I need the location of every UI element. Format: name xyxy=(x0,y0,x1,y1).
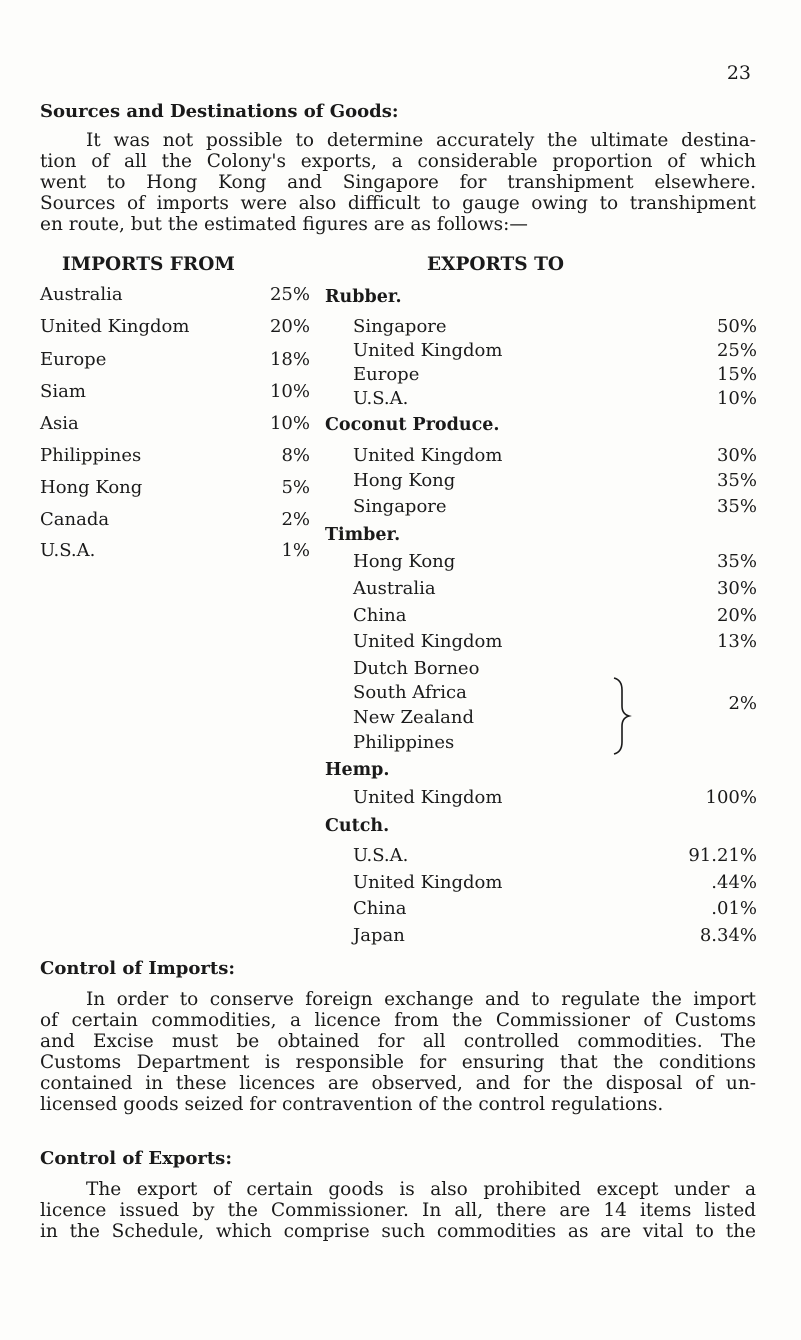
export-country: China xyxy=(353,605,407,626)
paragraph-line: licence issued by the Commissioner. In all, there are 14 items listed xyxy=(40,1200,756,1221)
import-percent: 10% xyxy=(269,381,310,402)
page-number: 23 xyxy=(726,62,751,84)
import-country: Hong Kong xyxy=(40,477,143,498)
export-percent: 35% xyxy=(716,551,757,572)
export-percent: 50% xyxy=(716,316,757,337)
import-country: U.S.A. xyxy=(40,540,96,561)
export-country: United Kingdom xyxy=(353,787,503,808)
import-country: Australia xyxy=(40,284,123,305)
export-country: China xyxy=(353,898,407,919)
import-percent: 25% xyxy=(269,284,310,305)
export-country: United Kingdom xyxy=(353,872,503,893)
export-percent: 30% xyxy=(716,445,757,466)
export-country: U.S.A. xyxy=(353,845,409,866)
export-country: United Kingdom xyxy=(353,445,503,466)
paragraph-line: In order to conserve foreign exchange and to regulate the import xyxy=(86,989,756,1010)
export-percent: 35% xyxy=(716,470,757,491)
paragraph-line: Sources of imports were also difficult to gauge owing to transhipment xyxy=(40,193,756,214)
export-country: New Zealand xyxy=(353,707,475,728)
paragraph-line: of certain commodities, a licence from the Commissioner of Customs xyxy=(40,1010,756,1031)
export-country: United Kingdom xyxy=(353,631,503,652)
export-country: Europe xyxy=(353,364,420,385)
import-country: Canada xyxy=(40,509,110,530)
export-percent: 8.34% xyxy=(699,925,757,946)
export-country: United Kingdom xyxy=(353,340,503,361)
export-country: U.S.A. xyxy=(353,388,409,409)
export-percent: 100% xyxy=(705,787,757,808)
paragraph-line: licensed goods seized for contravention of the control regulations. xyxy=(40,1094,664,1115)
control-imports-paragraph xyxy=(40,989,756,1115)
export-country: Hong Kong xyxy=(353,551,456,572)
export-percent: 30% xyxy=(716,578,757,599)
export-percent: 10% xyxy=(716,388,757,409)
export-category-timber: Timber. xyxy=(325,525,401,545)
exports-heading: EXPORTS TO xyxy=(427,254,564,275)
export-category-hemp: Hemp. xyxy=(325,760,390,780)
export-percent: 20% xyxy=(716,605,757,626)
export-percent: 13% xyxy=(716,631,757,652)
export-country: Australia xyxy=(353,578,436,599)
export-country: Singapore xyxy=(353,316,447,337)
export-percent: 25% xyxy=(716,340,757,361)
export-percent: .44% xyxy=(711,872,757,893)
export-category-cutch: Cutch. xyxy=(325,816,390,836)
export-country: South Africa xyxy=(353,682,467,703)
import-percent: 2% xyxy=(281,509,310,530)
export-percent: 15% xyxy=(716,364,757,385)
sources-paragraph xyxy=(40,130,756,235)
paragraph-line: The export of certain goods is also prohibited except under a xyxy=(86,1179,756,1200)
paragraph-line: contained in these licences are observed, and for the disposal of un- xyxy=(40,1073,756,1094)
import-percent: 5% xyxy=(281,477,310,498)
export-country: Hong Kong xyxy=(353,470,456,491)
export-category-rubber: Rubber. xyxy=(325,287,402,307)
import-percent: 8% xyxy=(281,445,310,466)
imports-heading: IMPORTS FROM xyxy=(62,254,235,275)
paragraph-line: in the Schedule, which comprise such commodities as are vital to the xyxy=(40,1221,756,1242)
paragraph-line: and Excise must be obtained for all controlled commodities. The xyxy=(40,1031,756,1052)
import-percent: 18% xyxy=(269,349,310,370)
sources-heading: Sources and Destinations of Goods: xyxy=(40,101,399,122)
import-percent: 20% xyxy=(269,316,310,337)
import-country: Asia xyxy=(40,413,79,434)
paragraph-line: Customs Department is responsible for ensuring that the conditions xyxy=(40,1052,756,1073)
paragraph-line: went to Hong Kong and Singapore for transhipment elsewhere. xyxy=(40,172,756,193)
import-percent: 10% xyxy=(269,413,310,434)
export-percent: .01% xyxy=(711,898,757,919)
export-country: Philippines xyxy=(353,732,455,753)
export-percent: 91.21% xyxy=(688,845,757,866)
export-category-coconut-produce: Coconut Produce. xyxy=(325,415,500,435)
export-country: Dutch Borneo xyxy=(353,658,480,679)
import-percent: 1% xyxy=(281,540,310,561)
export-group-percent: 2% xyxy=(728,693,757,714)
import-country: Philippines xyxy=(40,445,142,466)
export-percent: 35% xyxy=(716,496,757,517)
right-brace-icon xyxy=(612,676,632,756)
paragraph-line: tion of all the Colony's exports, a considerable proportion of which xyxy=(40,151,756,172)
import-country: Siam xyxy=(40,381,86,402)
paragraph-line: It was not possible to determine accurately the ultimate destina- xyxy=(86,130,756,151)
export-country: Japan xyxy=(353,925,405,946)
import-country: Europe xyxy=(40,349,107,370)
control-imports-heading: Control of Imports: xyxy=(40,958,235,979)
control-exports-heading: Control of Exports: xyxy=(40,1148,232,1169)
import-country: United Kingdom xyxy=(40,316,190,337)
control-exports-paragraph xyxy=(40,1179,756,1242)
export-country: Singapore xyxy=(353,496,447,517)
paragraph-line: en route, but the estimated figures are as follows:— xyxy=(40,214,528,235)
